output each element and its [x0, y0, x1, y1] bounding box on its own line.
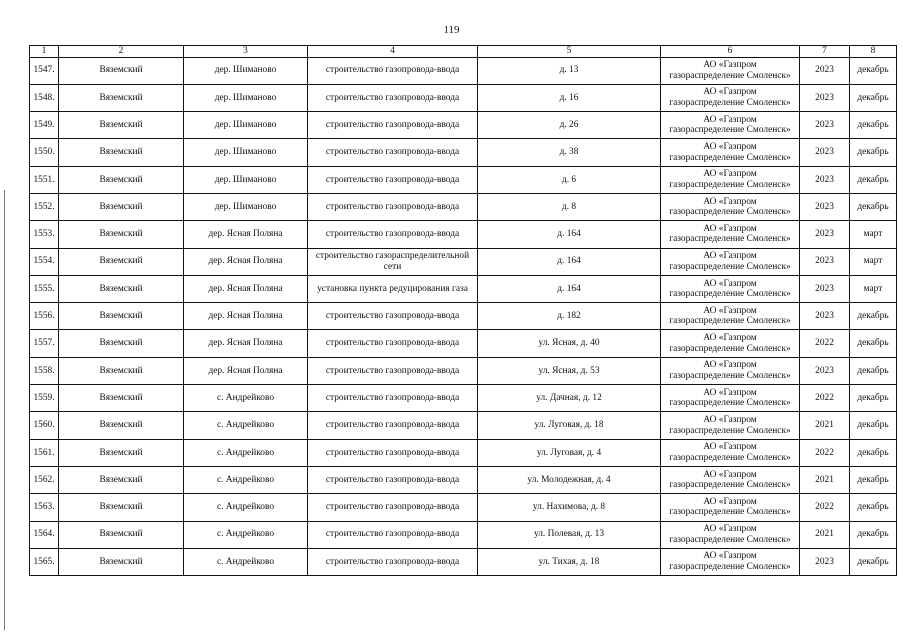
organization-cell [661, 412, 800, 439]
organization-line-2: газораспределение Смоленск» [669, 97, 791, 108]
locality-cell: дер. Шиманово [184, 166, 308, 193]
work-type-cell: строительство газопровода-ввода [308, 193, 478, 220]
year-cell: 2022 [800, 494, 850, 521]
work-type-cell: строительство газопровода-ввода [308, 357, 478, 384]
year-cell: 2023 [800, 548, 850, 575]
table-row [30, 303, 897, 330]
organization-cell [661, 439, 800, 466]
district-cell: Вяземский [59, 139, 184, 166]
organization-line-2: газораспределение Смоленск» [669, 425, 791, 436]
month-cell: декабрь [850, 466, 897, 493]
year-cell: 2023 [800, 84, 850, 111]
organization-line-2: газораспределение Смоленск» [669, 234, 791, 245]
organization-line-1: АО «Газпром [703, 142, 757, 153]
table-row [30, 548, 897, 575]
work-type-cell: строительство газораспределительной сети [308, 248, 478, 275]
column-header: 1 [30, 46, 59, 58]
organization-cell [661, 466, 800, 493]
month-cell: март [850, 275, 897, 302]
locality-cell: с. Андрейково [184, 439, 308, 466]
work-type-cell: строительство газопровода-ввода [308, 521, 478, 548]
year-cell: 2023 [800, 248, 850, 275]
table-row [30, 139, 897, 166]
column-header: 2 [59, 46, 184, 58]
month-cell: декабрь [850, 357, 897, 384]
month-cell: декабрь [850, 439, 897, 466]
district-cell: Вяземский [59, 548, 184, 575]
header-row [30, 46, 897, 58]
organization-cell [661, 84, 800, 111]
row-number-cell: 1557. [30, 330, 59, 357]
organization-cell [661, 548, 800, 575]
row-number-cell: 1558. [30, 357, 59, 384]
work-type-cell: строительство газопровода-ввода [308, 494, 478, 521]
organization-cell [661, 193, 800, 220]
address-cell: ул. Нахимова, д. 8 [478, 494, 661, 521]
work-type-cell: строительство газопровода-ввода [308, 548, 478, 575]
locality-cell: дер. Шиманово [184, 193, 308, 220]
district-cell: Вяземский [59, 521, 184, 548]
organization-line-2: газораспределение Смоленск» [669, 207, 791, 218]
organization-cell [661, 166, 800, 193]
work-type-cell: строительство газопровода-ввода [308, 303, 478, 330]
year-cell: 2021 [800, 521, 850, 548]
address-cell: д. 6 [478, 166, 661, 193]
scan-edge-line [4, 190, 5, 630]
locality-cell: дер. Ясная Поляна [184, 303, 308, 330]
locality-cell: дер. Шиманово [184, 139, 308, 166]
year-cell: 2023 [800, 57, 850, 84]
address-cell: д. 164 [478, 221, 661, 248]
row-number-cell: 1554. [30, 248, 59, 275]
locality-cell: с. Андрейково [184, 494, 308, 521]
work-type-cell: строительство газопровода-ввода [308, 330, 478, 357]
work-type-cell: строительство газопровода-ввода [308, 57, 478, 84]
district-cell: Вяземский [59, 166, 184, 193]
work-type-cell: строительство газопровода-ввода [308, 439, 478, 466]
organization-line-1: АО «Газпром [703, 551, 757, 562]
district-cell: Вяземский [59, 357, 184, 384]
column-header: 7 [800, 46, 850, 58]
address-cell: д. 164 [478, 248, 661, 275]
work-type-cell: строительство газопровода-ввода [308, 466, 478, 493]
locality-cell: дер. Ясная Поляна [184, 330, 308, 357]
row-number-cell: 1550. [30, 139, 59, 166]
table-row [30, 330, 897, 357]
organization-line-1: АО «Газпром [703, 524, 757, 535]
organization-line-2: газораспределение Смоленск» [669, 370, 791, 381]
district-cell: Вяземский [59, 193, 184, 220]
organization-line-2: газораспределение Смоленск» [669, 316, 791, 327]
locality-cell: дер. Ясная Поляна [184, 357, 308, 384]
address-cell: ул. Дачная, д. 12 [478, 385, 661, 412]
organization-line-1: АО «Газпром [703, 496, 757, 507]
work-type-cell: строительство газопровода-ввода [308, 139, 478, 166]
table-header [30, 46, 897, 58]
year-cell: 2023 [800, 303, 850, 330]
organization-cell [661, 248, 800, 275]
month-cell: декабрь [850, 84, 897, 111]
locality-cell: с. Андрейково [184, 548, 308, 575]
locality-cell: дер. Ясная Поляна [184, 275, 308, 302]
table-row [30, 57, 897, 84]
month-cell: декабрь [850, 303, 897, 330]
register-table [29, 45, 897, 576]
row-number-cell: 1561. [30, 439, 59, 466]
row-number-cell: 1547. [30, 57, 59, 84]
address-cell: ул. Полевая, д. 13 [478, 521, 661, 548]
month-cell: декабрь [850, 166, 897, 193]
year-cell: 2023 [800, 357, 850, 384]
year-cell: 2023 [800, 221, 850, 248]
work-type-cell: строительство газопровода-ввода [308, 84, 478, 111]
table-row [30, 385, 897, 412]
month-cell: декабрь [850, 139, 897, 166]
organization-cell [661, 385, 800, 412]
locality-cell: дер. Шиманово [184, 84, 308, 111]
organization-cell [661, 139, 800, 166]
table-row [30, 439, 897, 466]
locality-cell: с. Андрейково [184, 385, 308, 412]
organization-cell [661, 303, 800, 330]
organization-line-1: АО «Газпром [703, 469, 757, 480]
district-cell: Вяземский [59, 275, 184, 302]
organization-line-1: АО «Газпром [703, 278, 757, 289]
locality-cell: дер. Ясная Поляна [184, 248, 308, 275]
table-row [30, 466, 897, 493]
row-number-cell: 1551. [30, 166, 59, 193]
year-cell: 2022 [800, 330, 850, 357]
work-type-cell: строительство газопровода-ввода [308, 385, 478, 412]
year-cell: 2021 [800, 466, 850, 493]
organization-cell [661, 521, 800, 548]
organization-line-1: АО «Газпром [703, 223, 757, 234]
row-number-cell: 1563. [30, 494, 59, 521]
district-cell: Вяземский [59, 385, 184, 412]
organization-cell [661, 112, 800, 139]
year-cell: 2023 [800, 139, 850, 166]
month-cell: декабрь [850, 193, 897, 220]
table-row [30, 275, 897, 302]
work-type-cell: строительство газопровода-ввода [308, 221, 478, 248]
address-cell: ул. Луговая, д. 4 [478, 439, 661, 466]
district-cell: Вяземский [59, 57, 184, 84]
table-row [30, 357, 897, 384]
organization-cell [661, 275, 800, 302]
table-row [30, 248, 897, 275]
month-cell: декабрь [850, 57, 897, 84]
address-cell: д. 16 [478, 84, 661, 111]
address-cell: д. 13 [478, 57, 661, 84]
table-body [30, 57, 897, 576]
table-row [30, 193, 897, 220]
organization-line-1: АО «Газпром [703, 196, 757, 207]
organization-line-1: АО «Газпром [703, 387, 757, 398]
table-row [30, 412, 897, 439]
organization-line-2: газораспределение Смоленск» [669, 561, 791, 572]
row-number-cell: 1565. [30, 548, 59, 575]
organization-line-2: газораспределение Смоленск» [669, 179, 791, 190]
page-number: 119 [443, 24, 460, 36]
district-cell: Вяземский [59, 84, 184, 111]
month-cell: март [850, 221, 897, 248]
district-cell: Вяземский [59, 494, 184, 521]
column-header: 6 [661, 46, 800, 58]
table-row [30, 112, 897, 139]
table-row [30, 221, 897, 248]
organization-line-1: АО «Газпром [703, 360, 757, 371]
district-cell: Вяземский [59, 221, 184, 248]
column-header: 5 [478, 46, 661, 58]
organization-line-2: газораспределение Смоленск» [669, 452, 791, 463]
organization-line-2: газораспределение Смоленск» [669, 534, 791, 545]
organization-line-1: АО «Газпром [703, 87, 757, 98]
work-type-cell: строительство газопровода-ввода [308, 412, 478, 439]
table-row [30, 521, 897, 548]
district-cell: Вяземский [59, 248, 184, 275]
row-number-cell: 1553. [30, 221, 59, 248]
year-cell: 2022 [800, 439, 850, 466]
locality-cell: с. Андрейково [184, 466, 308, 493]
row-number-cell: 1555. [30, 275, 59, 302]
district-cell: Вяземский [59, 466, 184, 493]
organization-line-1: АО «Газпром [703, 60, 757, 71]
organization-line-2: газораспределение Смоленск» [669, 398, 791, 409]
month-cell: декабрь [850, 521, 897, 548]
organization-line-2: газораспределение Смоленск» [669, 289, 791, 300]
organization-cell [661, 357, 800, 384]
work-type-cell: строительство газопровода-ввода [308, 112, 478, 139]
organization-line-2: газораспределение Смоленск» [669, 343, 791, 354]
district-cell: Вяземский [59, 303, 184, 330]
column-header: 8 [850, 46, 897, 58]
work-type-cell: строительство газопровода-ввода [308, 166, 478, 193]
organization-line-1: АО «Газпром [703, 114, 757, 125]
organization-line-2: газораспределение Смоленск» [669, 507, 791, 518]
organization-line-1: АО «Газпром [703, 442, 757, 453]
row-number-cell: 1552. [30, 193, 59, 220]
table-row [30, 84, 897, 111]
table-row [30, 166, 897, 193]
row-number-cell: 1556. [30, 303, 59, 330]
address-cell: ул. Ясная, д. 40 [478, 330, 661, 357]
organization-line-1: АО «Газпром [703, 169, 757, 180]
address-cell: д. 182 [478, 303, 661, 330]
locality-cell: с. Андрейково [184, 412, 308, 439]
year-cell: 2023 [800, 193, 850, 220]
organization-line-2: газораспределение Смоленск» [669, 70, 791, 81]
locality-cell: с. Андрейково [184, 521, 308, 548]
address-cell: ул. Ясная, д. 53 [478, 357, 661, 384]
organization-line-1: АО «Газпром [703, 415, 757, 425]
organization-cell [661, 57, 800, 84]
address-cell: д. 164 [478, 275, 661, 302]
month-cell: декабрь [850, 548, 897, 575]
month-cell: декабрь [850, 494, 897, 521]
organization-line-2: газораспределение Смоленск» [669, 152, 791, 163]
organization-line-1: АО «Газпром [703, 305, 757, 316]
month-cell: декабрь [850, 112, 897, 139]
year-cell: 2022 [800, 385, 850, 412]
address-cell: ул. Тихая, д. 18 [478, 548, 661, 575]
work-type-cell: установка пункта редуцирования газа [308, 275, 478, 302]
year-cell: 2023 [800, 112, 850, 139]
district-cell: Вяземский [59, 330, 184, 357]
locality-cell: дер. Ясная Поляна [184, 221, 308, 248]
address-cell: ул. Луговая, д. 18 [478, 412, 661, 439]
locality-cell: дер. Шиманово [184, 57, 308, 84]
row-number-cell: 1548. [30, 84, 59, 111]
row-number-cell: 1564. [30, 521, 59, 548]
month-cell: декабрь [850, 412, 897, 439]
row-number-cell: 1562. [30, 466, 59, 493]
column-header: 3 [184, 46, 308, 58]
year-cell: 2021 [800, 412, 850, 439]
district-cell: Вяземский [59, 439, 184, 466]
address-cell: д. 26 [478, 112, 661, 139]
month-cell: март [850, 248, 897, 275]
address-cell: д. 8 [478, 193, 661, 220]
address-cell: ул. Молодежная, д. 4 [478, 466, 661, 493]
organization-cell [661, 494, 800, 521]
district-cell: Вяземский [59, 112, 184, 139]
row-number-cell: 1549. [30, 112, 59, 139]
organization-line-1: АО «Газпром [703, 333, 757, 344]
organization-line-1: АО «Газпром [703, 251, 757, 262]
year-cell: 2023 [800, 166, 850, 193]
organization-line-2: газораспределение Смоленск» [669, 261, 791, 272]
month-cell: декабрь [850, 385, 897, 412]
month-cell: декабрь [850, 330, 897, 357]
row-number-cell: 1560. [30, 412, 59, 439]
organization-cell [661, 221, 800, 248]
table-row [30, 494, 897, 521]
locality-cell: дер. Шиманово [184, 112, 308, 139]
district-cell: Вяземский [59, 412, 184, 439]
address-cell: д. 38 [478, 139, 661, 166]
organization-cell [661, 330, 800, 357]
row-number-cell: 1559. [30, 385, 59, 412]
organization-line-2: газораспределение Смоленск» [669, 125, 791, 136]
column-header: 4 [308, 46, 478, 58]
organization-line-2: газораспределение Смоленск» [669, 480, 791, 491]
year-cell: 2023 [800, 275, 850, 302]
